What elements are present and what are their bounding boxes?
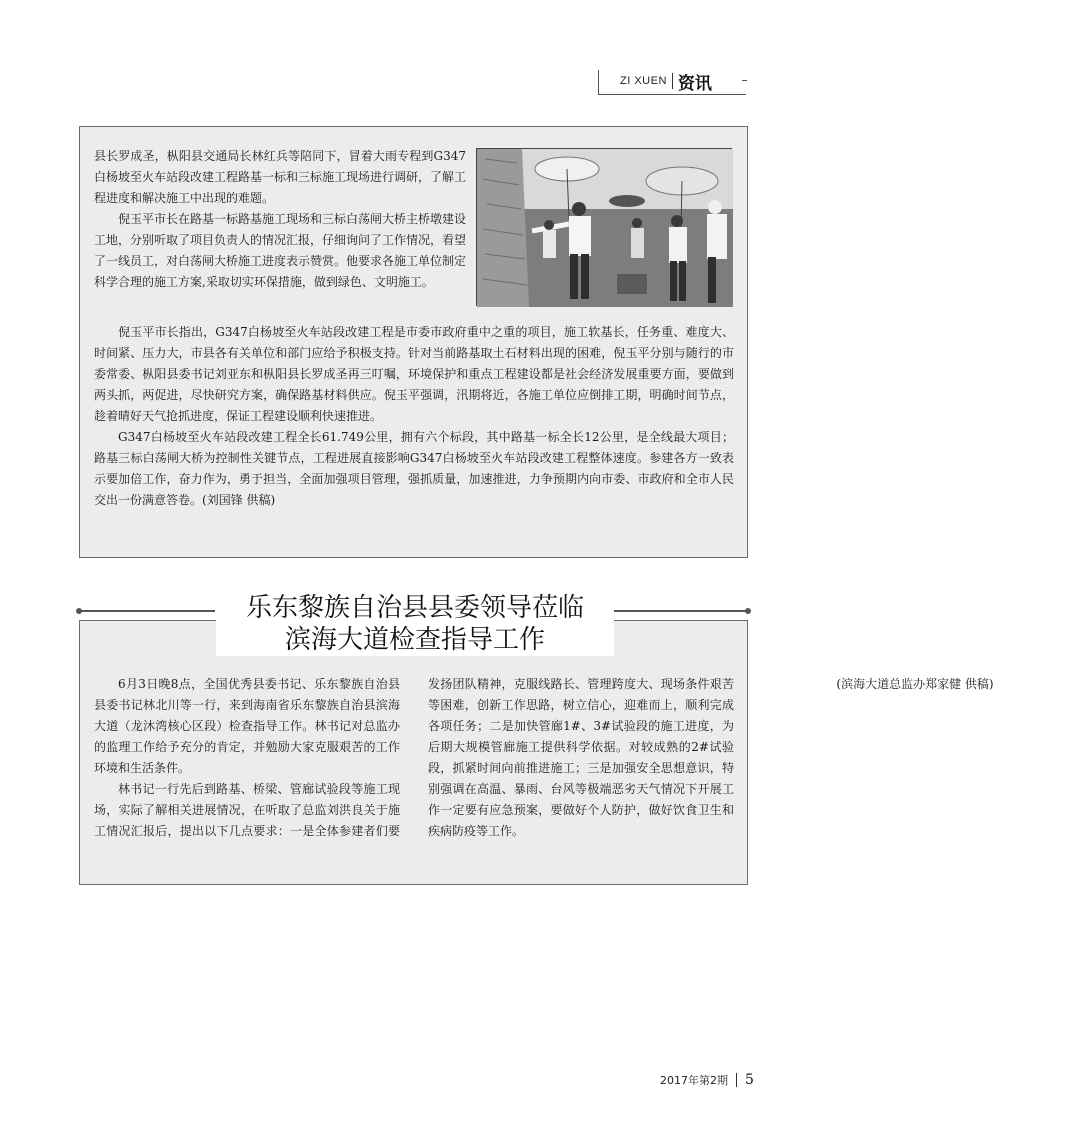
article1-credit: (刘国锋 供稿) <box>202 493 276 507</box>
article1-body <box>94 322 734 511</box>
page-number: 5 <box>745 1072 754 1088</box>
article2-credit: (滨海大道总监办郑家健 供稿) <box>836 677 994 691</box>
page-footer <box>660 1072 754 1088</box>
footer-separator <box>736 1073 737 1087</box>
title-rule-dot-right <box>745 608 751 614</box>
article1-paragraph-1: 县长罗成圣，枞阳县交通局长林红兵等陪同下，冒着大雨专程到G347白杨坡至火车站段改建工程路基一标和三标施工现场进行调研，了解工程进度和解决施工中出现的难题。 <box>94 149 467 205</box>
article2-paragraph-2: 林书记一行先后到路基、桥梁、管廊试验段等施工现场，实际了解相关进展情况，在听取了总监刘洪良关于施工情况汇报后，提出以下几点要求：一是全体参建者们要发扬团队精神，克服线路长、管理跨度大、现场条件艰苦等困难，创新工作思路，树立信心，迎难而上，顺利完成各项任务；二是加快管廊1#、3#试验段的施工进度，为后期大规模管廊施工提供科学依据。对较成熟的2#试验段，抓紧时间向前推进施工；三是加强安全思想意识，特别强调在高温、暴雨、台风等极端恶劣天气情况下开展工作一定要有应急预案，要做好个人防护，做好饮食卫生和疾病防疫等工作。 <box>94 677 734 838</box>
section-header-en: ZI XUEN <box>620 75 667 87</box>
section-header-cn: 资讯 <box>677 73 712 94</box>
article1-paragraph-2: 倪玉平市长在路基一标路基施工现场和三标白荡闸大桥主桥墩建设工地，分别听取了项目负责人的情况汇报，仔细询问了工作情况，看望了一线员工，对白荡闸大桥施工进度表示赞赏。他要求各施工单位制定科学合理的施工方案,采取切实环保措施，做到绿色、文明施工。 <box>94 212 467 289</box>
section-header <box>620 70 712 92</box>
article1-paragraph-4 <box>94 427 734 511</box>
article2-body <box>94 674 994 842</box>
article1-paragraph-3: 倪玉平市长指出，G347白杨坡至火车站段改建工程是市委市政府重中之重的项目，施工软基长，任务重、难度大、时间紧、压力大，市县各有关单位和部门应给予积极支持。针对当前路基取土石材料出现的困难，倪玉平分别与随行的市委常委、枞阳县委书记刘亚东和枞阳县长罗成圣再三叮嘱，环境保护和重点工程建设都是社会经济发展重要方面，要做到两头抓，两促进，尽快研究方案，确保路基材料供应。倪玉平强调，汛期将近，各施工单位应倒排工期，明确时间节点，趁着晴好天气抢抓进度，保证工程建设顺利快速推进。 <box>94 325 734 423</box>
title-rule-left <box>79 610 215 612</box>
article2-title <box>216 592 614 656</box>
article2-paragraph-1: 6月3日晚8点，全国优秀县委书记、乐东黎族自治县县委书记林北川等一行，来到海南省乐东黎族自治县滨海大道（龙沐湾核心区段）检查指导工作。林书记对总监办的监理工作给予充分的肯定，并勉励大家克服艰苦的工作环境和生活条件。 <box>94 677 400 775</box>
header-rule-left <box>598 70 599 95</box>
header-rule <box>598 94 746 95</box>
inspection-photo <box>476 148 732 306</box>
title-rule-dot-left <box>76 608 82 614</box>
article2-title-line-2: 滨海大道检查指导工作 <box>284 625 545 655</box>
issue-label: 2017年第2期 <box>660 1074 728 1087</box>
title-rule-right <box>614 610 748 612</box>
article1-intro <box>94 146 466 293</box>
header-rule-tick <box>742 80 747 81</box>
article1-paragraph-4-text: G347白杨坡至火车站段改建工程全长61.749公里，拥有六个标段，其中路基一标全长12公里，是全线最大项目；路基三标白荡闸大桥为控制性关键节点，工程进展直接影响G347白杨坡至火车站段改建工程整体速度。参建各方一致表示要加倍工作，奋力作为，勇于担当，全面加强项目管理，强抓质量，加速推进，力争预期内向市委、市政府和全市人民交出一份满意答卷。 <box>94 430 734 507</box>
header-separator <box>672 73 673 89</box>
article2-title-line-1: 乐东黎族自治县县委领导莅临 <box>245 593 584 623</box>
